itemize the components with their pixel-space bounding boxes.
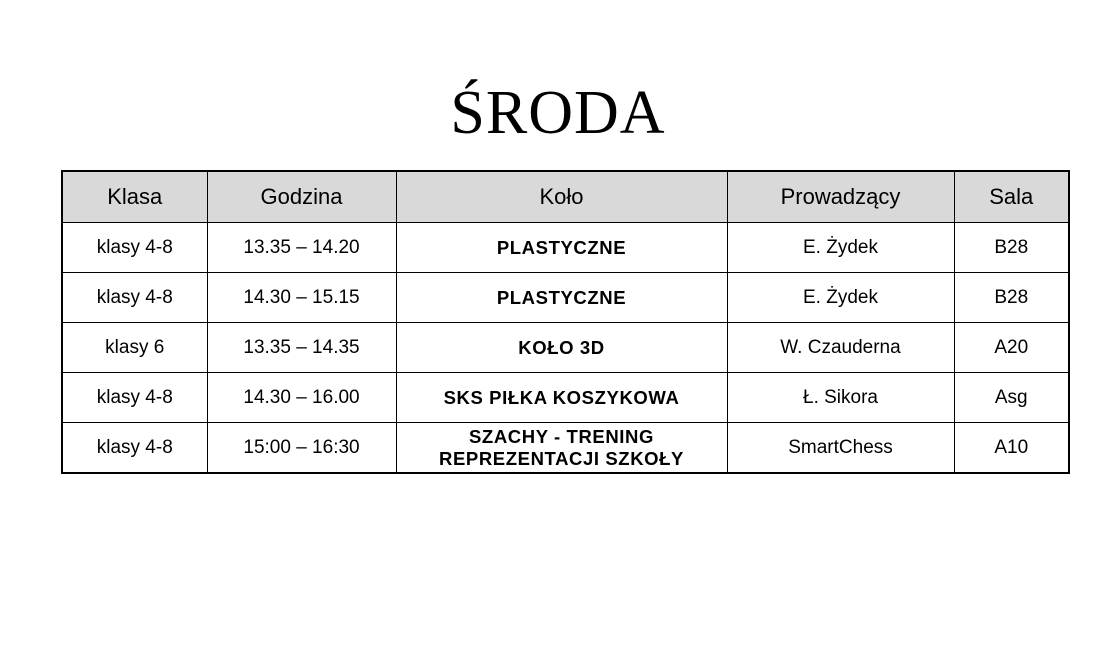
- cell-kolo-line: PLASTYCZNE: [496, 236, 627, 258]
- cell-kolo: [396, 373, 727, 423]
- cell-klasa: klasy 4-8: [62, 423, 207, 474]
- cell-prowadzacy: SmartChess: [727, 423, 954, 474]
- cell-kolo: [396, 423, 727, 474]
- table-row: [62, 373, 1069, 423]
- table-row: [62, 323, 1069, 373]
- table-row: [62, 273, 1069, 323]
- column-header-sala: Sala: [954, 171, 1069, 223]
- column-header-kolo: Koło: [396, 171, 727, 223]
- cell-kolo: [396, 223, 727, 273]
- cell-sala: B28: [954, 273, 1069, 323]
- cell-kolo-line: REPREZENTACJI SZKOŁY: [439, 447, 684, 469]
- cell-godzina: 14.30 – 16.00: [207, 373, 396, 423]
- cell-klasa: klasy 6: [62, 323, 207, 373]
- column-header-klasa: Klasa: [62, 171, 207, 223]
- cell-sala: A20: [954, 323, 1069, 373]
- page-title: ŚRODA: [450, 79, 666, 147]
- column-header-prowadzacy: Prowadzący: [727, 171, 954, 223]
- cell-sala: B28: [954, 223, 1069, 273]
- schedule-table: [61, 170, 1070, 474]
- cell-kolo-line: PLASTYCZNE: [496, 286, 627, 308]
- cell-kolo-line: SKS PIŁKA KOSZYKOWA: [443, 386, 680, 408]
- cell-klasa: klasy 4-8: [62, 273, 207, 323]
- cell-kolo: [396, 323, 727, 373]
- cell-godzina: 15:00 – 16:30: [207, 423, 396, 474]
- table-row: [62, 423, 1069, 474]
- cell-klasa: klasy 4-8: [62, 223, 207, 273]
- table-header-row: [62, 171, 1069, 223]
- table-row: [62, 223, 1069, 273]
- cell-kolo-line: KOŁO 3D: [518, 336, 605, 358]
- cell-klasa: klasy 4-8: [62, 373, 207, 423]
- cell-kolo: [396, 273, 727, 323]
- cell-prowadzacy: Ł. Sikora: [727, 373, 954, 423]
- cell-godzina: 13.35 – 14.35: [207, 323, 396, 373]
- cell-prowadzacy: E. Żydek: [727, 223, 954, 273]
- cell-godzina: 14.30 – 15.15: [207, 273, 396, 323]
- column-header-godzina: Godzina: [207, 171, 396, 223]
- cell-prowadzacy: E. Żydek: [727, 273, 954, 323]
- cell-sala: A10: [954, 423, 1069, 474]
- cell-godzina: 13.35 – 14.20: [207, 223, 396, 273]
- cell-sala: Asg: [954, 373, 1069, 423]
- cell-kolo-line: SZACHY - TRENING: [468, 425, 654, 447]
- cell-prowadzacy: W. Czauderna: [727, 323, 954, 373]
